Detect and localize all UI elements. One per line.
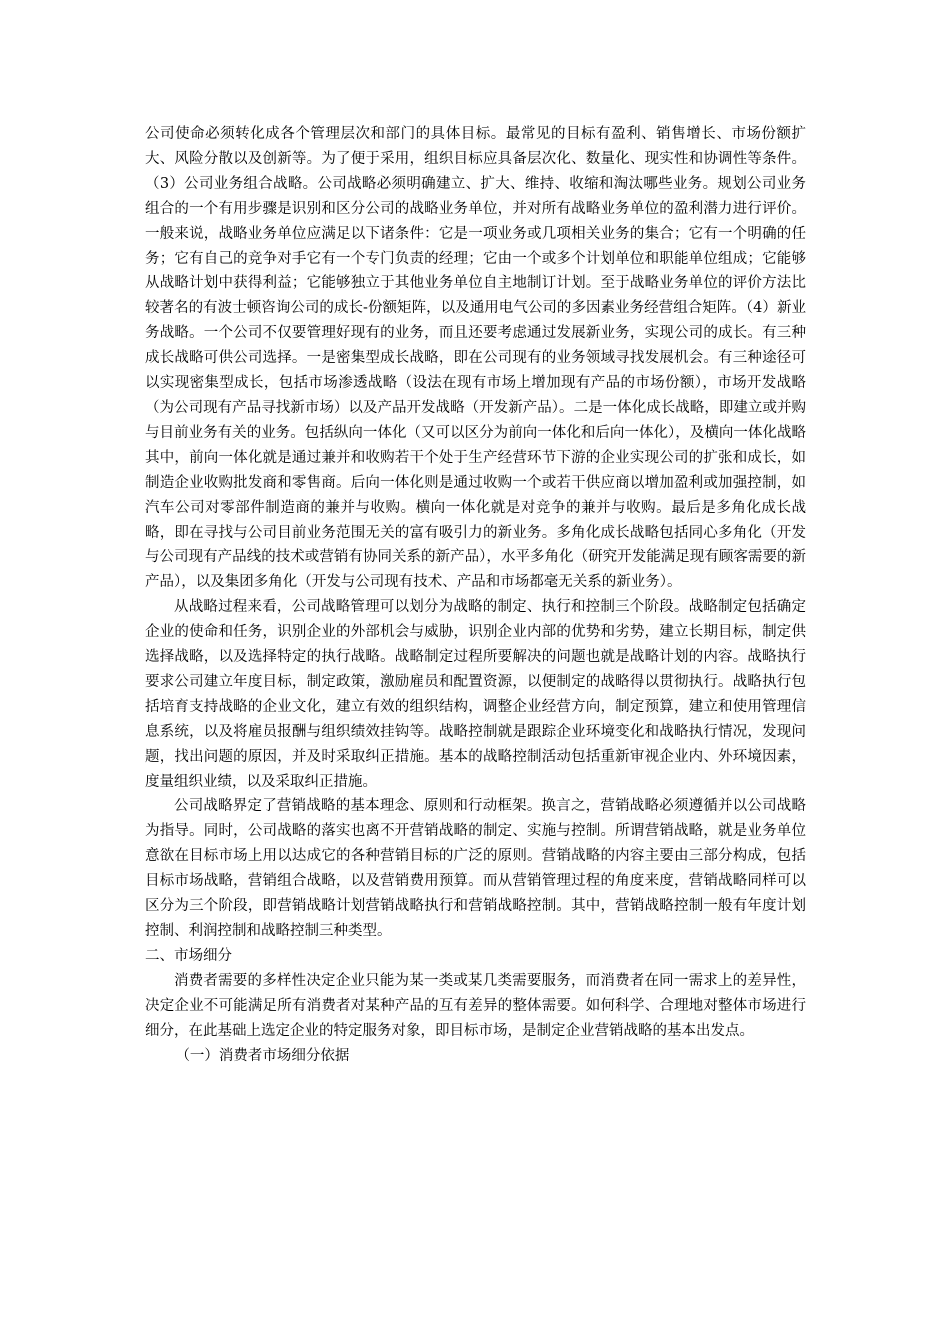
paragraph-strategy-process: 从战略过程来看，公司战略管理可以划分为战略的制定、执行和控制三个阶段。战略制定包括确定企业的使命和任务，识别企业的外部机会与威胁，识别企业内部的优势和劣势，建立长期目标，制定供选择战略，以及选择特定的执行战略。战略制定过程所要解决的问题也就是战略计划的内容。战略执行要求公司建立年度目标，制定政策，激励雇员和配置资源，以便制定的战略得以贯彻执行。战略执行包括培育支持战略的企业文化，建立有效的组织结构，调整企业经营方向，制定预算，建立和使用管理信息系统，以及将雇员报酬与组织绩效挂钩等。战略控制就是跟踪企业环境变化和战略执行情况，发现问题，找出问题的原因，并及时采取纠正措施。基本的战略控制活动包括重新审视企业内、外环境因素，度量组织业绩，以及采取纠正措施。: [145, 599, 806, 790]
document-page: [145, 122, 806, 1068]
paragraph-marketing-strategy: 公司战略界定了营销战略的基本理念、原则和行动框架。换言之，营销战略必须遵循并以公司战略为指导。同时，公司战略的落实也离不开营销战略的制定、实施与控制。所谓营销战略，就是业务单位意欲在目标市场上用以达成它的各种营销目标的广泛的原则。营销战略的内容主要由三部分构成，包括目标市场战略，营销组合战略，以及营销费用预算。而从营销管理过程的角度来度，营销战略同样可以区分为三个阶段，即营销战略计划营销战略执行和营销战略控制。其中，营销战略控制一般有年度计划控制、利润控制和战略控制三种类型。: [145, 798, 806, 939]
section-heading-market-segmentation: 二、市场细分: [145, 947, 232, 964]
subsection-heading-consumer-segmentation: （一）消费者市场细分依据: [175, 1047, 350, 1064]
paragraph-market-segmentation: 消费者需要的多样性决定企业只能为某一类或某几类需要服务，而消费者在同一需求上的差异性，决定企业不可能满足所有消费者对某种产品的互有差异的整体需要。如何科学、合理地对整体市场进行细分，在此基础上选定企业的特定服务对象，即目标市场，是制定企业营销战略的基本出发点。: [145, 972, 806, 1039]
paragraph-corporate-strategy-continued: 公司使命必须转化成各个管理层次和部门的具体目标。最常见的目标有盈利、销售增长、市场份额扩大、风险分散以及创新等。为了便于采用，组织目标应具备层次化、数量化、现实性和协调性等条件。（3）公司业务组合战略。公司战略必须明确建立、扩大、维持、收缩和淘汰哪些业务。规划公司业务组合的一个有用步骤是识别和区分公司的战略业务单位，并对所有战略业务单位的盈利潜力进行评价。一般来说，战略业务单位应满足以下诸条件：它是一项业务或几项相关业务的集合；它有一个明确的任务；它有自己的竞争对手它有一个专门负责的经理；它由一个或多个计划单位和职能单位组成；它能够从战略计划中获得利益；它能够独立于其他业务单位自主地制订计划。至于战略业务单位的评价方法比较著名的有波士顿咨询公司的成长-份额矩阵，以及通用电气公司的多因素业务经营组合矩阵。（4）新业务战略。一个公司不仅要管理好现有的业务，而且还要考虑通过发展新业务，实现公司的成长。有三种成长战略可供公司选择。一是密集型成长战略，即在公司现有的业务领域寻找发展机会。有三种途径可以实现密集型成长，包括市场渗透战略（设法在现有市场上增加现有产品的市场份额），市场开发战略（为公司现有产品寻找新市场）以及产品开发战略（开发新产品）。二是一体化成长战略，即建立或并购与目前业务有关的业务。包括纵向一体化（又可以区分为前向一体化和后向一体化），及横向一体化战略其中，前向一体化就是通过兼并和收购若干个处于生产经营环节下游的企业实现公司的扩张和成长，如制造企业收购批发商和零售商。后向一体化则是通过收购一个或若干供应商以增加盈利或加强控制，如汽车公司对零部件制造商的兼并与收购。横向一体化就是对竞争的兼并与收购。最后是多角化成长战略，即在寻找与公司目前业务范围无关的富有吸引力的新业务。多角化成长战略包括同心多角化（开发与公司现有产品线的技术或营销有协同关系的新产品），水平多角化（研究开发能满足现有顾客需要的新产品），以及集团多角化（开发与公司现有技术、产品和市场都毫无关系的新业务）。: [145, 126, 806, 591]
